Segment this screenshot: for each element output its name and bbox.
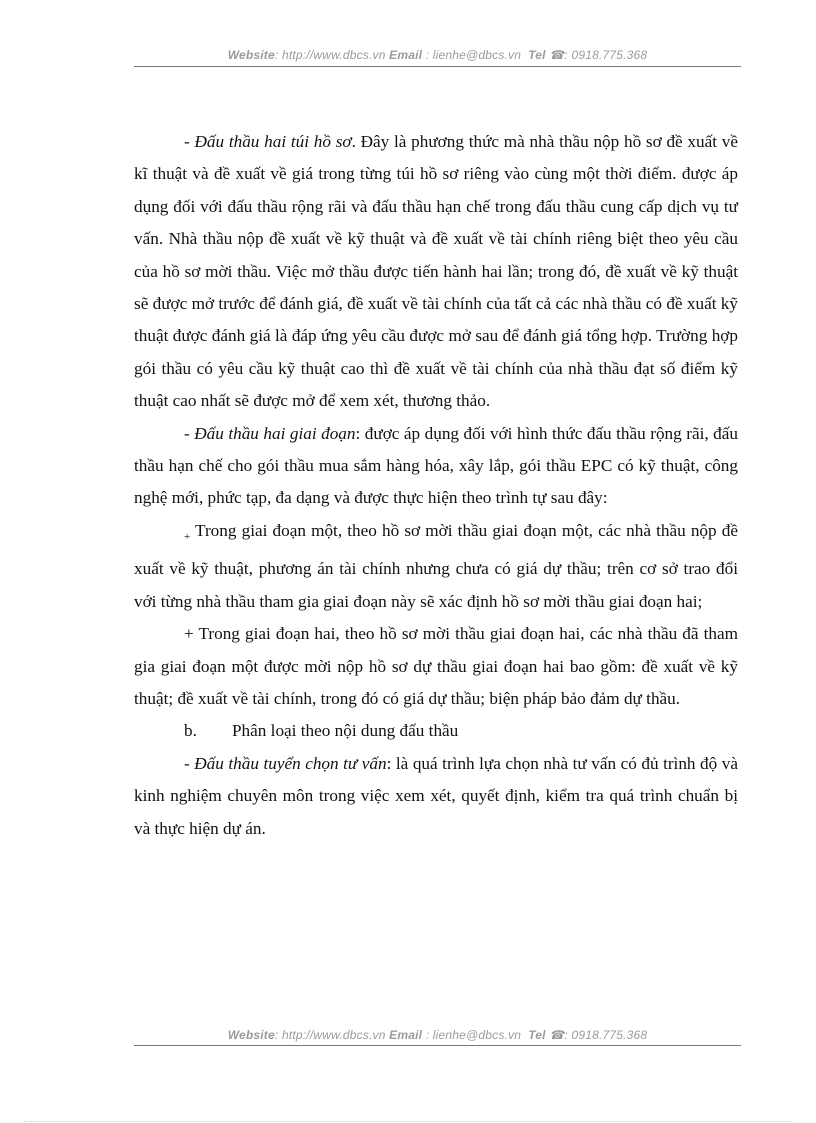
paragraph-text: : được áp dụng đối với hình thức đấu thầu rộng rãi, đấu thầu hạn chế cho gói thầu mua sắm hàng hóa, xây lắp, gói thầu EPC có kỹ thuật, công nghệ mới, phức tạp, đa dạng và được thực hiện theo trình tự sau đây: — [134, 423, 738, 508]
paragraph-consultant-selection — [134, 748, 738, 845]
term-consultant-selection: Đấu thầu tuyển chọn tư vấn — [194, 753, 387, 773]
header-tel-label: Tel — [528, 48, 546, 62]
footer-email-value: : lienhe@dbcs.vn — [422, 1028, 522, 1042]
bullet-dash: - — [184, 132, 195, 151]
footer-tel-label: Tel — [528, 1028, 546, 1042]
paragraph-stage-two — [134, 618, 738, 715]
document-body — [134, 126, 738, 845]
bullet-dash: - — [184, 423, 195, 443]
page-bottom-border — [24, 1121, 792, 1122]
header-email-value: : lienhe@dbcs.vn — [422, 48, 522, 62]
header-website-label: Website — [227, 48, 275, 62]
paragraph-text: : là quá trình lựa chọn nhà tư vấn có đủ trình độ và kinh nghiệm chuyên môn trong việc xem xét, quyết định, kiểm tra quá trình chuẩn bị và thực hiện dự án. — [134, 753, 738, 838]
section-title: Phân loại theo nội dung đấu thầu — [232, 721, 459, 741]
paragraph-stage-one — [134, 515, 738, 618]
paragraph-two-stage — [134, 418, 738, 515]
phone-icon: ☎ — [549, 1028, 565, 1042]
phone-icon: ☎ — [549, 48, 565, 62]
section-letter: b. — [184, 721, 197, 741]
footer-email-label: Email — [389, 1028, 423, 1042]
bullet-plus: + — [184, 530, 191, 543]
page-footer — [134, 1028, 741, 1042]
page-header — [134, 48, 741, 62]
paragraph-text: Trong giai đoạn một, theo hồ sơ mời thầu giai đoạn một, các nhà thầu nộp đề xuất về kỹ thuật, phương án tài chính nhưng chưa có giá dự thầu; trên cơ sở trao đổi với từng nhà thầu tham gia giai đoạn này sẽ xác định hồ sơ mời thầu giai đoạn hai; — [134, 520, 738, 611]
header-email-label: Email — [389, 48, 423, 62]
header-tel-value: : 0918.775.368 — [564, 48, 648, 62]
footer-tel-value: : 0918.775.368 — [564, 1028, 648, 1042]
term-two-stage: Đấu thầu hai giai đoạn — [194, 423, 356, 443]
footer-rule — [134, 1045, 741, 1046]
header-rule — [134, 66, 741, 67]
section-heading-b — [134, 715, 738, 747]
paragraph-text: . Đây là phương thức mà nhà thầu nộp hồ sơ đề xuất về kĩ thuật và đề xuất về giá trong từng túi hồ sơ riêng vào cùng một thời điểm. được áp dụng đối với đấu thầu rộng rãi và đấu thầu hạn chế trong đấu thầu cung cấp dịch vụ tư vấn. Nhà thầu nộp đề xuất về kỹ thuật và đề xuất về tài chính riêng biệt theo yêu cầu của hồ sơ mời thầu. Việc mở thầu được tiến hành hai lần; trong đó, đề xuất về kỹ thuật sẽ được mở trước để đánh giá, đề xuất về tài chính của tất cả các nhà thầu có đề xuất kỹ thuật được đánh giá là đáp ứng yêu cầu được mở sau để đánh giá tổng hợp. Trường hợp gói thầu có yêu cầu kỹ thuật cao thì đề xuất về tài chính của nhà thầu đạt số điểm kỹ thuật cao nhất sẽ được mở để xem xét, thương thảo. — [134, 132, 738, 411]
footer-website-label: Website — [227, 1028, 275, 1042]
footer-website-value: : http://www.dbcs.vn — [274, 1028, 386, 1042]
bullet-dash: - — [184, 753, 195, 773]
paragraph-two-envelope — [134, 126, 738, 418]
header-website-value: : http://www.dbcs.vn — [274, 48, 386, 62]
term-two-envelope: Đấu thầu hai túi hồ sơ — [194, 132, 352, 151]
paragraph-text: + Trong giai đoạn hai, theo hồ sơ mời thầu giai đoạn hai, các nhà thầu đã tham gia giai đoạn một được mời nộp hồ sơ dự thầu giai đoạn hai bao gồm: đề xuất về kỹ thuật; đề xuất về tài chính, trong đó có giá dự thầu; biện pháp bảo đảm dự thầu. — [134, 624, 738, 708]
